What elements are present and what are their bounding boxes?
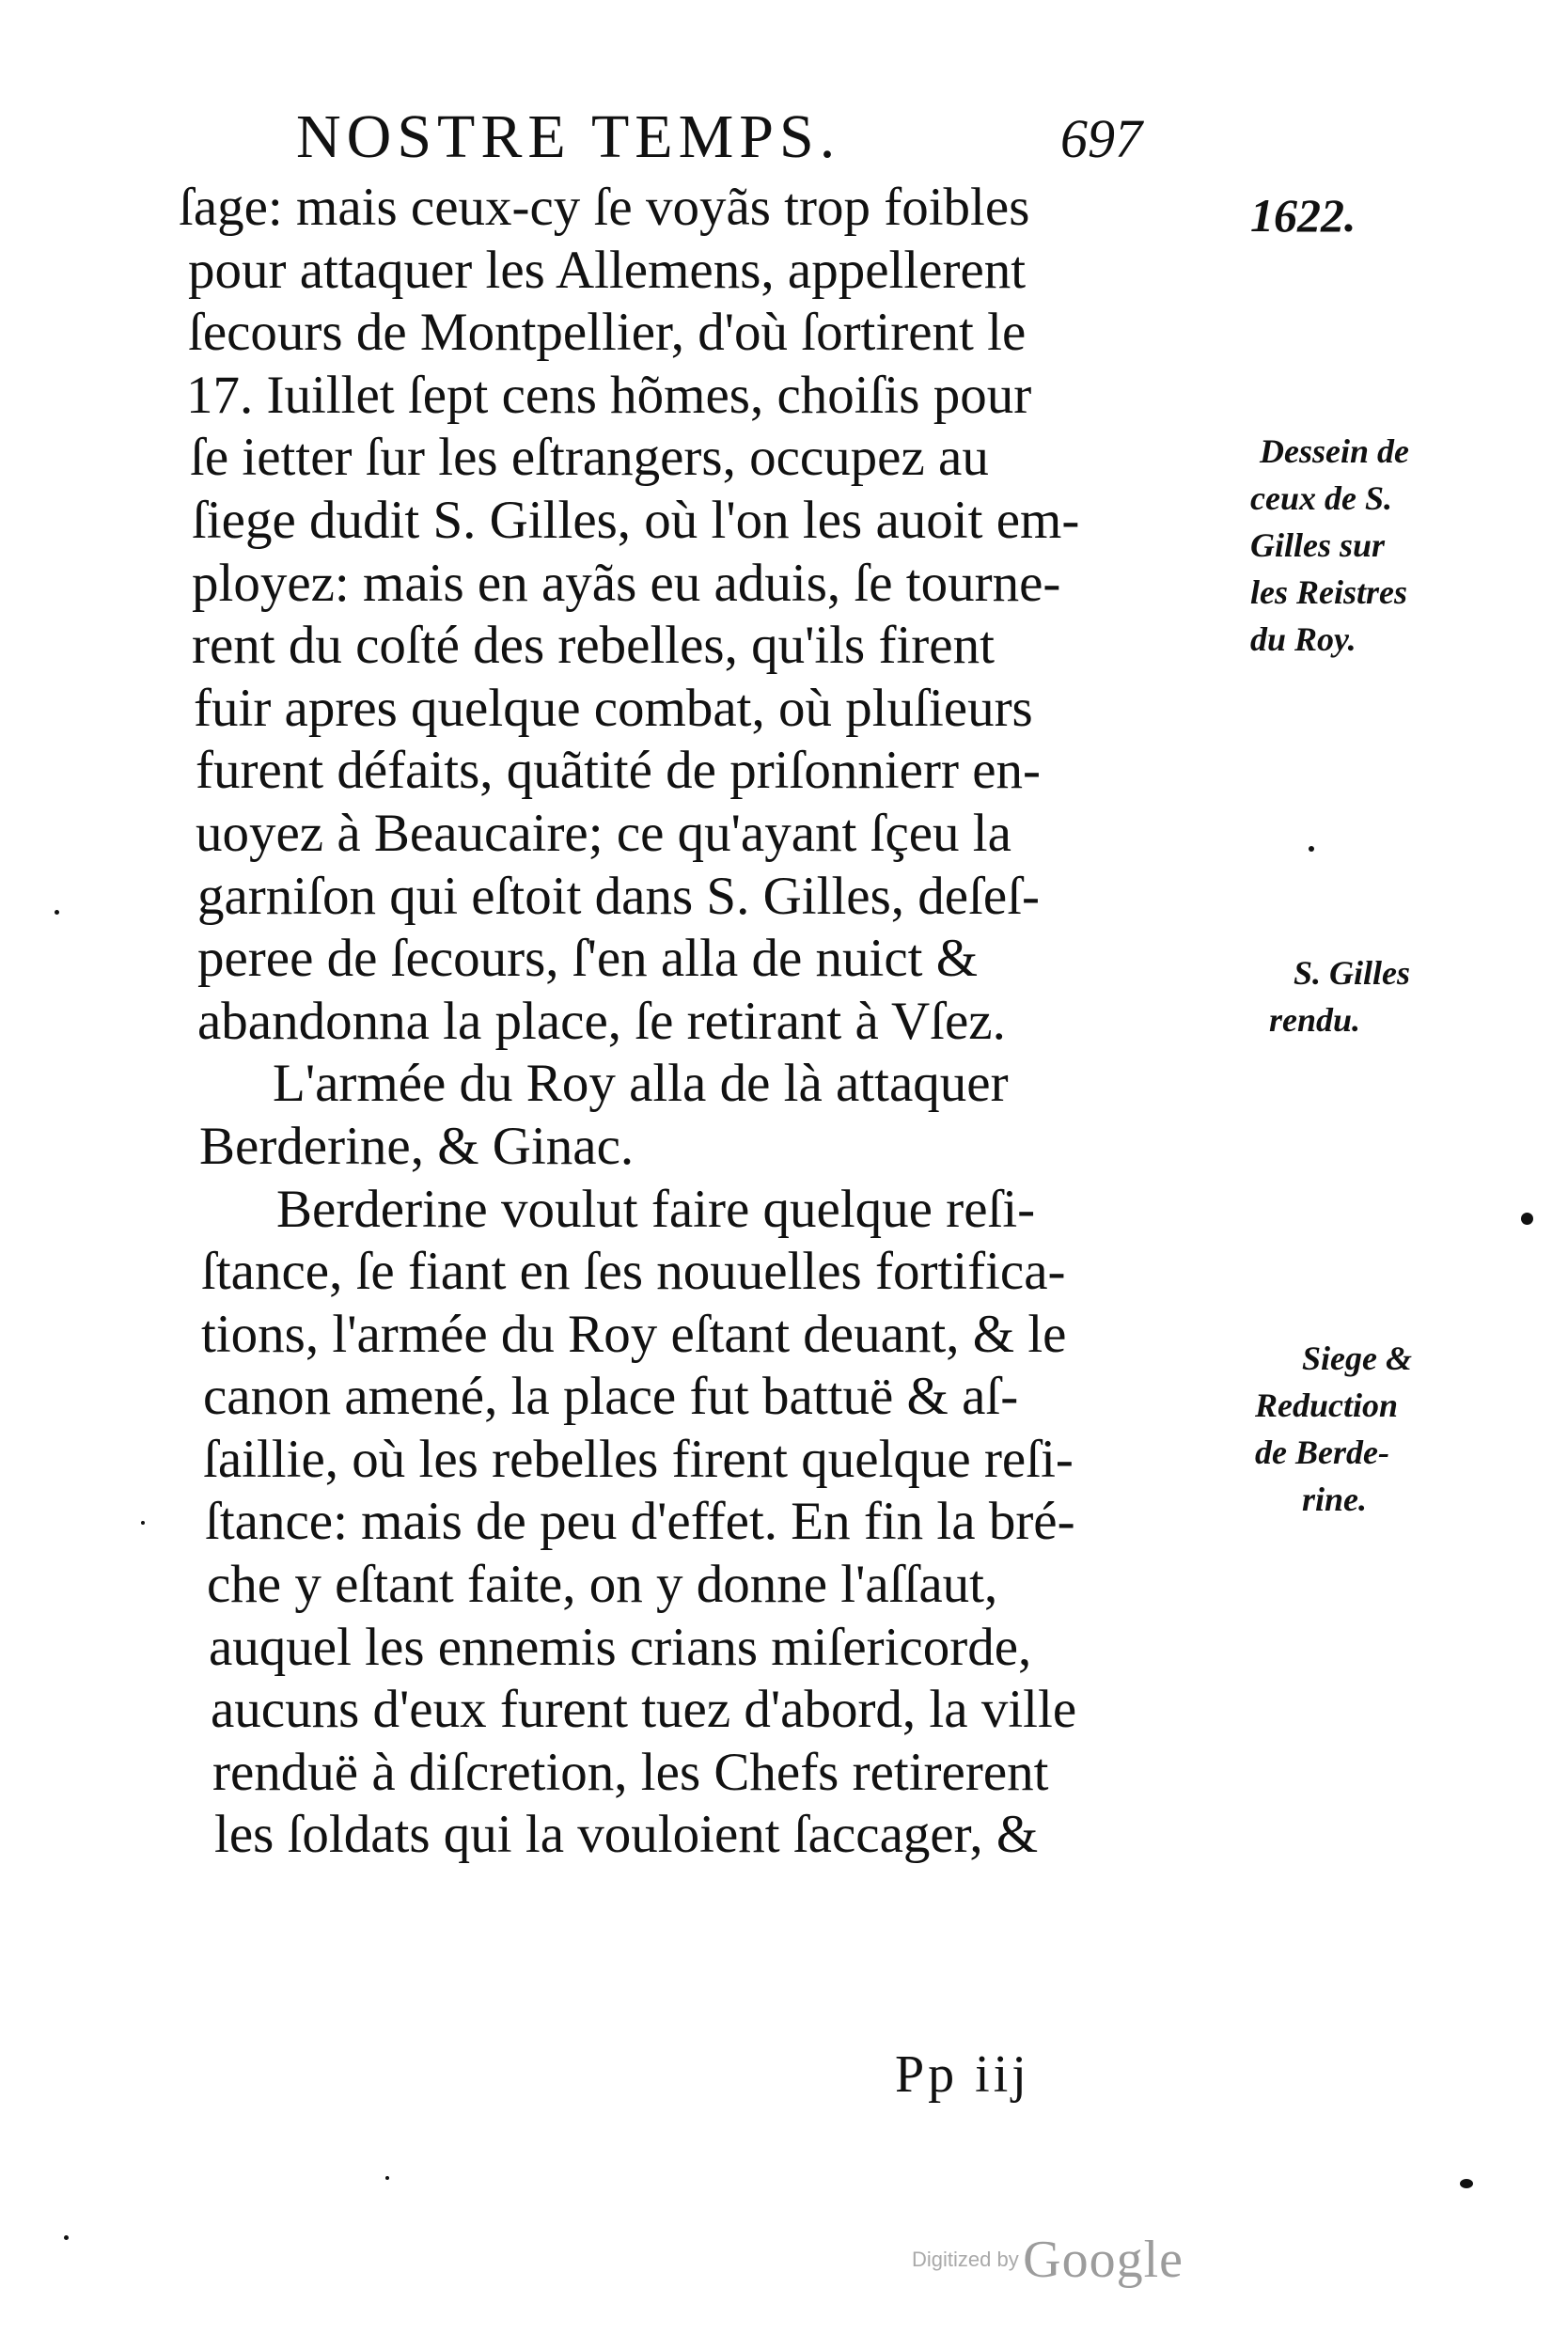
text-line: renduë à diſcretion, les Chefs retirerent: [212, 1742, 1049, 1802]
margin-note-line: les Reistres: [1250, 573, 1407, 611]
signature-mark: Pp iij: [895, 2045, 1030, 2104]
margin-note-rendu: [1269, 949, 1410, 1043]
ink-speck: [1460, 2179, 1473, 2188]
text-line: che y eſtant faite, on y donne l'aſſaut,: [207, 1555, 998, 1615]
text-line: ſtance: mais de peu d'effet. En fin la bré-: [205, 1492, 1075, 1552]
text-line: fuir apres quelque combat, où pluſieurs: [194, 678, 1033, 738]
text-line: Berderine voulut faire quelque reſi-: [276, 1179, 1036, 1239]
text-line: aucuns d'eux furent tuez d'abord, la ville: [211, 1680, 1077, 1740]
text-line: abandonna la place, ſe retirant à Vſez.: [197, 991, 1006, 1051]
text-line: ſaillie, où les rebelles firent quelque reſi-: [203, 1429, 1074, 1489]
margin-note-line: rine.: [1302, 1480, 1368, 1518]
watermark-prefix: Digitized by: [912, 2248, 1019, 2271]
text-line: ſecours de Montpellier, d'où ſortirent le: [188, 303, 1027, 363]
text-line: ployez: mais en ayãs eu aduis, ſe tourne-: [192, 553, 1061, 613]
margin-note-line: de Berde-: [1255, 1434, 1389, 1471]
margin-note-siege: [1255, 1335, 1412, 1523]
text-line: pour attaquer les Allemens, appellerent: [188, 240, 1027, 300]
margin-note-dessein: [1250, 428, 1409, 663]
ink-speck: [1521, 1213, 1533, 1225]
text-line: ſiege dudit S. Gilles, où l'on les auoit em-: [192, 490, 1080, 550]
margin-note-line: Gilles sur: [1250, 526, 1386, 564]
ink-speck: [64, 2235, 69, 2240]
margin-note-line: ceux de S.: [1250, 479, 1392, 517]
margin-note-line: S. Gilles: [1294, 954, 1411, 992]
page-number: 697: [1060, 108, 1142, 169]
margin-note-line: Dessein de: [1260, 432, 1409, 470]
margin-note-line: du Roy.: [1250, 620, 1356, 658]
google-logo: Google: [1023, 2231, 1184, 2289]
text-line: ſage: mais ceux-cy ſe voyãs trop foibles: [179, 178, 1030, 237]
text-line: rent du coſté des rebelles, qu'ils firent: [192, 616, 995, 676]
margin-note-line: Reduction: [1255, 1386, 1399, 1424]
text-line: Berderine, & Ginac.: [199, 1116, 635, 1176]
text-line: tions, l'armée du Roy eſtant deuant, & le: [201, 1304, 1067, 1364]
text-line: furent défaits, quãtité de priſonnierr en-: [196, 741, 1041, 801]
text-line: ſtance, ſe fiant en ſes nouuelles fortifica-: [201, 1242, 1066, 1302]
body-text: [179, 177, 1250, 1867]
running-title: NOSTRE TEMPS.: [296, 102, 841, 171]
text-line: les ſoldats qui la vouloient ſaccager, &: [214, 1805, 1039, 1865]
margin-note-line: rendu.: [1269, 1001, 1361, 1039]
text-line: ſe ietter ſur les eſtrangers, occupez au: [190, 428, 989, 488]
text-line: garniſon qui eſtoit dans S. Gilles, deſeſ-: [197, 866, 1041, 926]
ink-speck: [1309, 846, 1314, 852]
ink-speck: [385, 2176, 389, 2180]
google-watermark: [912, 2230, 1184, 2290]
ink-speck: [141, 1521, 145, 1525]
ink-speck: [55, 910, 59, 915]
text-line: canon amené, la place fut battuë & aſ-: [203, 1367, 1019, 1427]
text-line: auquel les ennemis crians miſericorde,: [209, 1617, 1032, 1677]
text-line: 17. Iuillet ſept cens hõmes, choiſis pour: [186, 365, 1032, 425]
text-line: L'armée du Roy alla de là attaquer: [273, 1054, 1009, 1114]
margin-note-line: Siege &: [1302, 1340, 1412, 1377]
margin-year: 1622.: [1250, 189, 1356, 242]
text-line: uoyez à Beaucaire; ce qu'ayant ſçeu la: [196, 803, 1011, 863]
text-line: peree de ſecours, ſ'en alla de nuict &: [197, 929, 979, 989]
